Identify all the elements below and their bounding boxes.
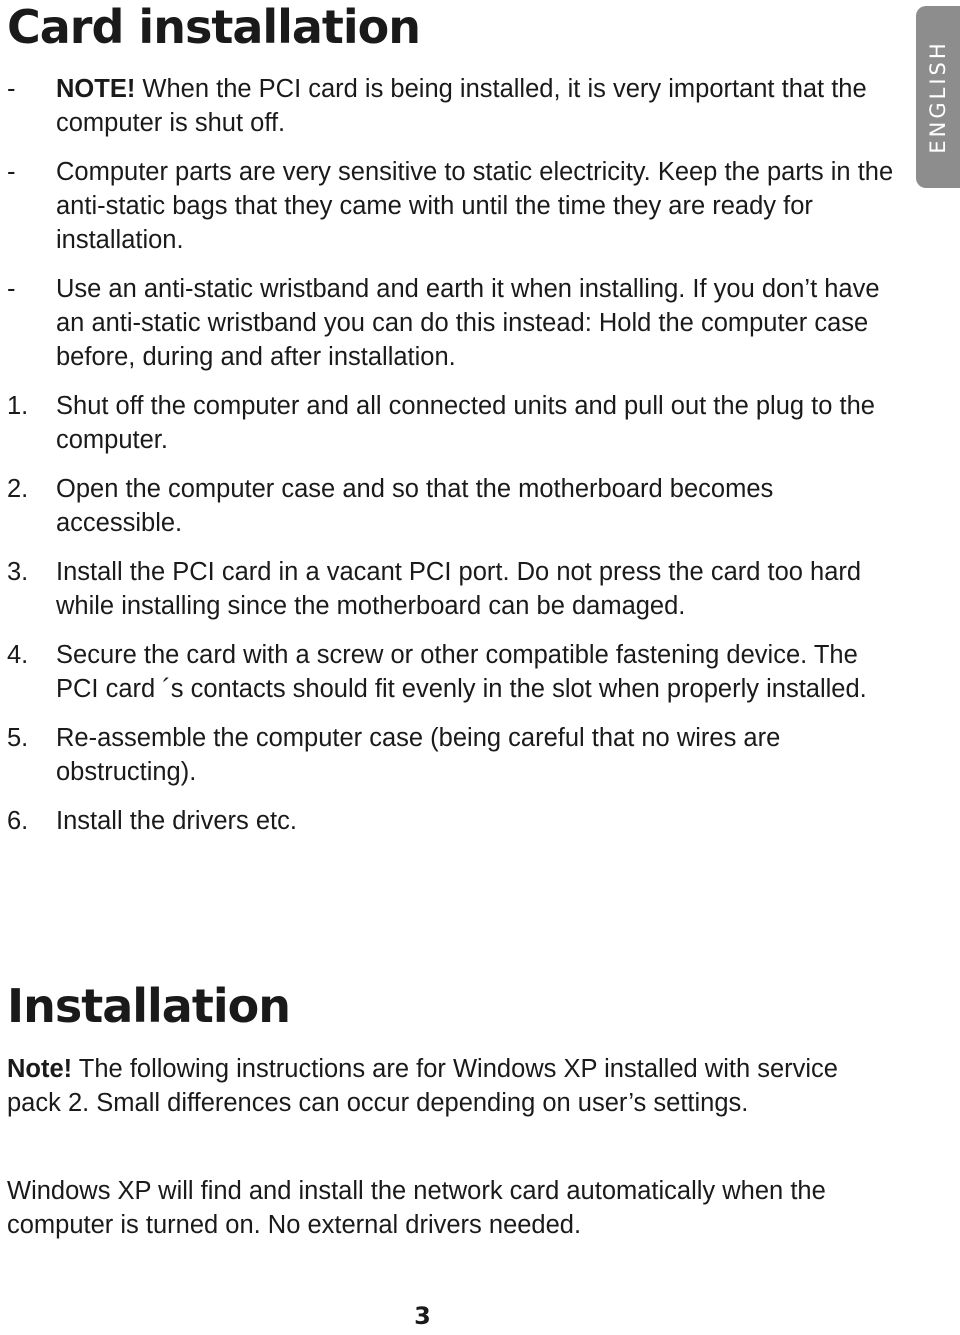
list-marker: - — [7, 275, 16, 304]
language-tab — [916, 6, 960, 188]
list-item-text: When the PCI card is being installed, it is very important that the computer is shut off. — [56, 75, 867, 138]
list-marker: 6. — [7, 806, 29, 835]
list-item — [0, 155, 900, 258]
installation-note — [7, 1052, 887, 1120]
list-item-text: Install the PCI card in a vacant PCI port. Do not press the card too hard while installing since the motherboard can be damaged. — [56, 557, 862, 621]
list-item — [0, 389, 900, 457]
language-tab-label: ENGLISH — [926, 40, 950, 154]
list-item-text: Computer parts are very sensitive to static electricity. Keep the parts in the anti-static bags that they came with until the time they are ready for installation. — [56, 157, 894, 255]
list-item-text: Use an anti-static wristband and earth it when installing. If you don’t have an anti-static wristband you can do this instead: Hold the computer case before, during and after installation. — [56, 275, 880, 372]
list-marker: - — [7, 157, 16, 186]
installation-steps-list — [0, 72, 900, 852]
list-item — [0, 804, 900, 838]
note-label: NOTE! — [56, 75, 136, 103]
note-label: Note! — [7, 1055, 73, 1083]
list-marker: - — [7, 75, 16, 103]
list-item — [0, 472, 900, 540]
list-item-text: Install the drivers etc. — [56, 806, 297, 835]
list-item-text: Re-assemble the computer case (being careful that no wires are obstructing). — [56, 723, 781, 786]
list-item — [0, 72, 900, 140]
list-item — [0, 555, 900, 623]
section-title-installation: Installation — [7, 979, 290, 1033]
list-marker: 1. — [7, 392, 29, 421]
list-item — [0, 638, 900, 706]
list-item — [0, 272, 900, 375]
list-marker: 2. — [7, 475, 29, 504]
note-text: The following instructions are for Windows XP installed with service pack 2. Small differences can occur depending on user’s settings. — [7, 1055, 838, 1118]
section-title-card-installation: Card installation — [7, 0, 421, 54]
list-item-text: Open the computer case and so that the motherboard becomes accessible. — [56, 475, 774, 538]
list-item-text: Shut off the computer and all connected units and pull out the plug to the computer. — [56, 392, 875, 455]
list-marker: 5. — [7, 723, 29, 752]
page-number: 3 — [414, 1302, 431, 1330]
list-item-text: Secure the card with a screw or other compatible fastening device. The PCI card ´s contacts should fit evenly in the slot when properly installed. — [56, 640, 867, 704]
list-marker: 4. — [7, 640, 29, 669]
installation-paragraph: Windows XP will find and install the network card automatically when the computer is turned on. No external drivers needed. — [7, 1177, 826, 1240]
list-marker: 3. — [7, 557, 29, 586]
list-item — [0, 721, 900, 789]
